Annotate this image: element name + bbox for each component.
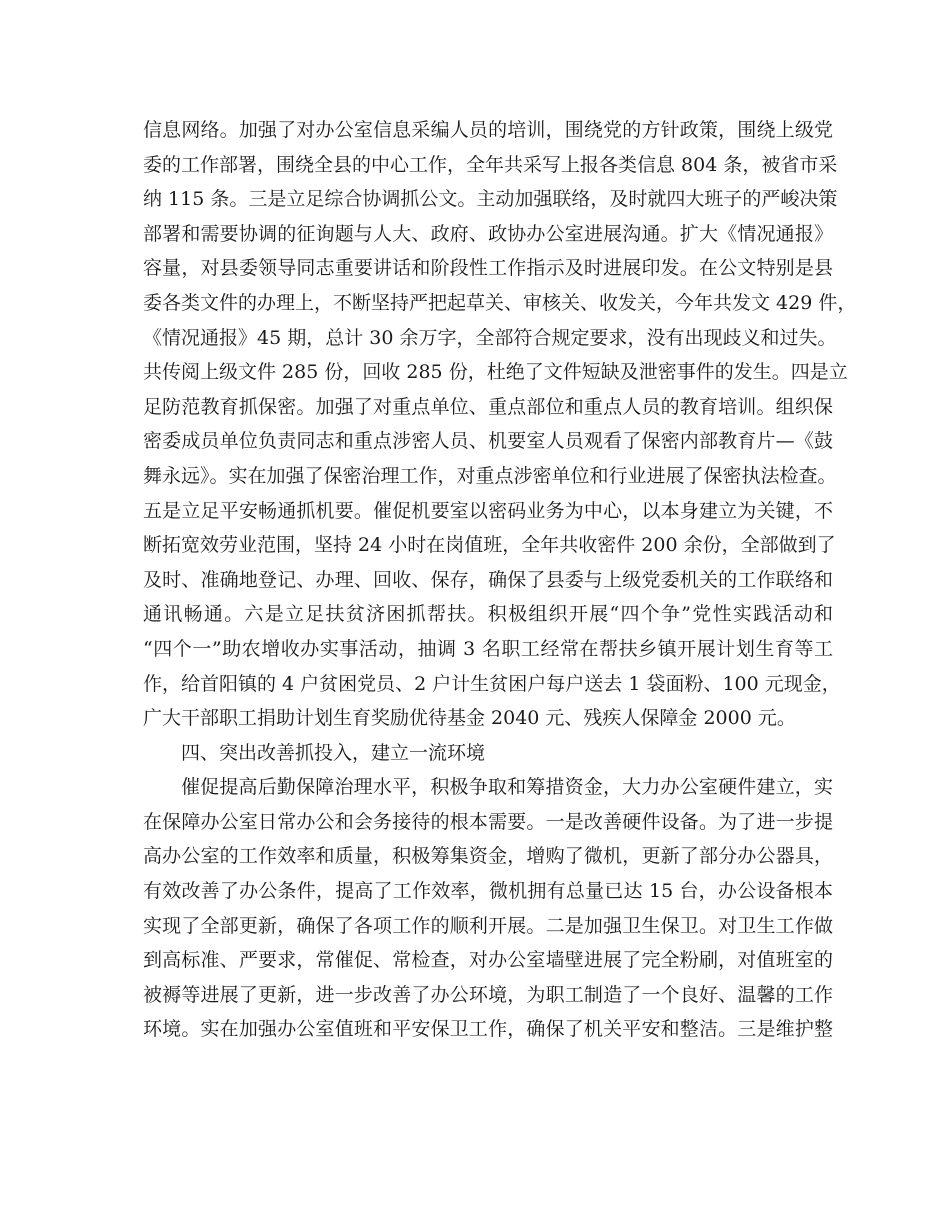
paragraph-first-line: 催促提高后勤保障治理水平，积极争取和筹措资金，大力办公室硬件建立，实 — [181, 776, 833, 799]
text-line: 委的工作部署，围绕全县的中心工作，全年共采写上报各类信息 804 条，被省市采 — [143, 153, 838, 176]
text-line: 足防范教育抓保密。加强了对重点单位、重点部位和重点人员的教育培训。组织保 — [143, 395, 833, 418]
text-line: “四个一”助农增收办实事活动，抽调 3 名职工经常在帮扶乡镇开展计划生育等工 — [143, 637, 833, 660]
text-line: 五是立足平安畅通抓机要。催促机要室以密码业务为中心，以本身建立为关键，不 — [143, 499, 833, 522]
text-line: 《情况通报》45 期，总计 30 余万字，全部符合规定要求，没有出现歧义和过失。 — [143, 326, 837, 349]
text-line: 纳 115 条。三是立足综合协调抓公文。主动加强联络，及时就四大班子的严峻决策 — [143, 188, 838, 211]
text-line: 容量，对县委领导同志重要讲话和阶段性工作指示及时进展印发。在公文特别是县 — [143, 257, 833, 280]
text-line: 环境。实在加强办公室值班和平安保卫工作，确保了机关平安和整洁。三是维护整 — [143, 1018, 833, 1041]
text-line: 实现了全部更新，确保了各项工作的顺利开展。二是加强卫生保卫。对卫生工作做 — [143, 914, 833, 937]
text-line: 高办公室的工作效率和质量，积极筹集资金，增购了微机，更新了部分办公器具， — [143, 845, 833, 868]
text-line: 部署和需要协调的征询题与人大、政府、政协办公室进展沟通。扩大《情况通报》 — [143, 222, 833, 245]
text-line: 委各类文件的办理上，不断坚持严把起草关、审核关、收发关，今年共发文 429 件， — [143, 291, 857, 314]
section-heading: 四、突出改善抓投入，建立一流环境 — [181, 741, 486, 764]
text-line: 被褥等进展了更新，进一步改善了办公环境，为职工制造了一个良好、温馨的工作 — [143, 983, 833, 1006]
text-line: 断拓宽效劳业范围，坚持 24 小时在岗值班，全年共收密件 200 余份，全部做到了 — [143, 534, 836, 557]
text-line: 共传阅上级文件 285 份，回收 285 份，杜绝了文件短缺及泄密事件的发生。四是立 — [143, 361, 848, 384]
text-line: 广大干部职工捐助计划生育奖励优待基金 2040 元、残疾人保障金 2000 元。 — [143, 707, 796, 730]
text-line: 信息网络。加强了对办公室信息采编人员的培训，围绕党的方针政策，围绕上级党 — [143, 119, 833, 141]
text-line: 及时、准确地登记、办理、回收、保存，确保了县委与上级党委机关的工作联络和 — [143, 568, 833, 591]
text-line: 到高标准、严要求，常催促、常检查，对办公室墙壁进展了完全粉刷，对值班室的 — [143, 949, 833, 972]
text-line: 舞永远》。实在加强了保密治理工作，对重点涉密单位和行业进展了保密执法检查。 — [143, 464, 837, 487]
text-line: 有效改善了办公条件，提高了工作效率，微机拥有总量已达 15 台，办公设备根本 — [143, 880, 833, 903]
text-line: 密委成员单位负责同志和重点涉密人员、机要室人员观看了保密内部教育片—《鼓 — [143, 430, 833, 453]
body-text — [143, 113, 857, 1047]
text-line: 作，给首阳镇的 4 户贫困党员、2 户计生贫困户每户送去 1 袋面粉、100 元现金， — [143, 672, 841, 695]
text-line: 通讯畅通。六是立足扶贫济困抓帮扶。积极组织开展“四个争”党性实践活动和 — [143, 603, 833, 626]
text-line: 在保障办公室日常办公和会务接待的根本需要。一是改善硬件设备。为了进一步提 — [143, 810, 833, 833]
